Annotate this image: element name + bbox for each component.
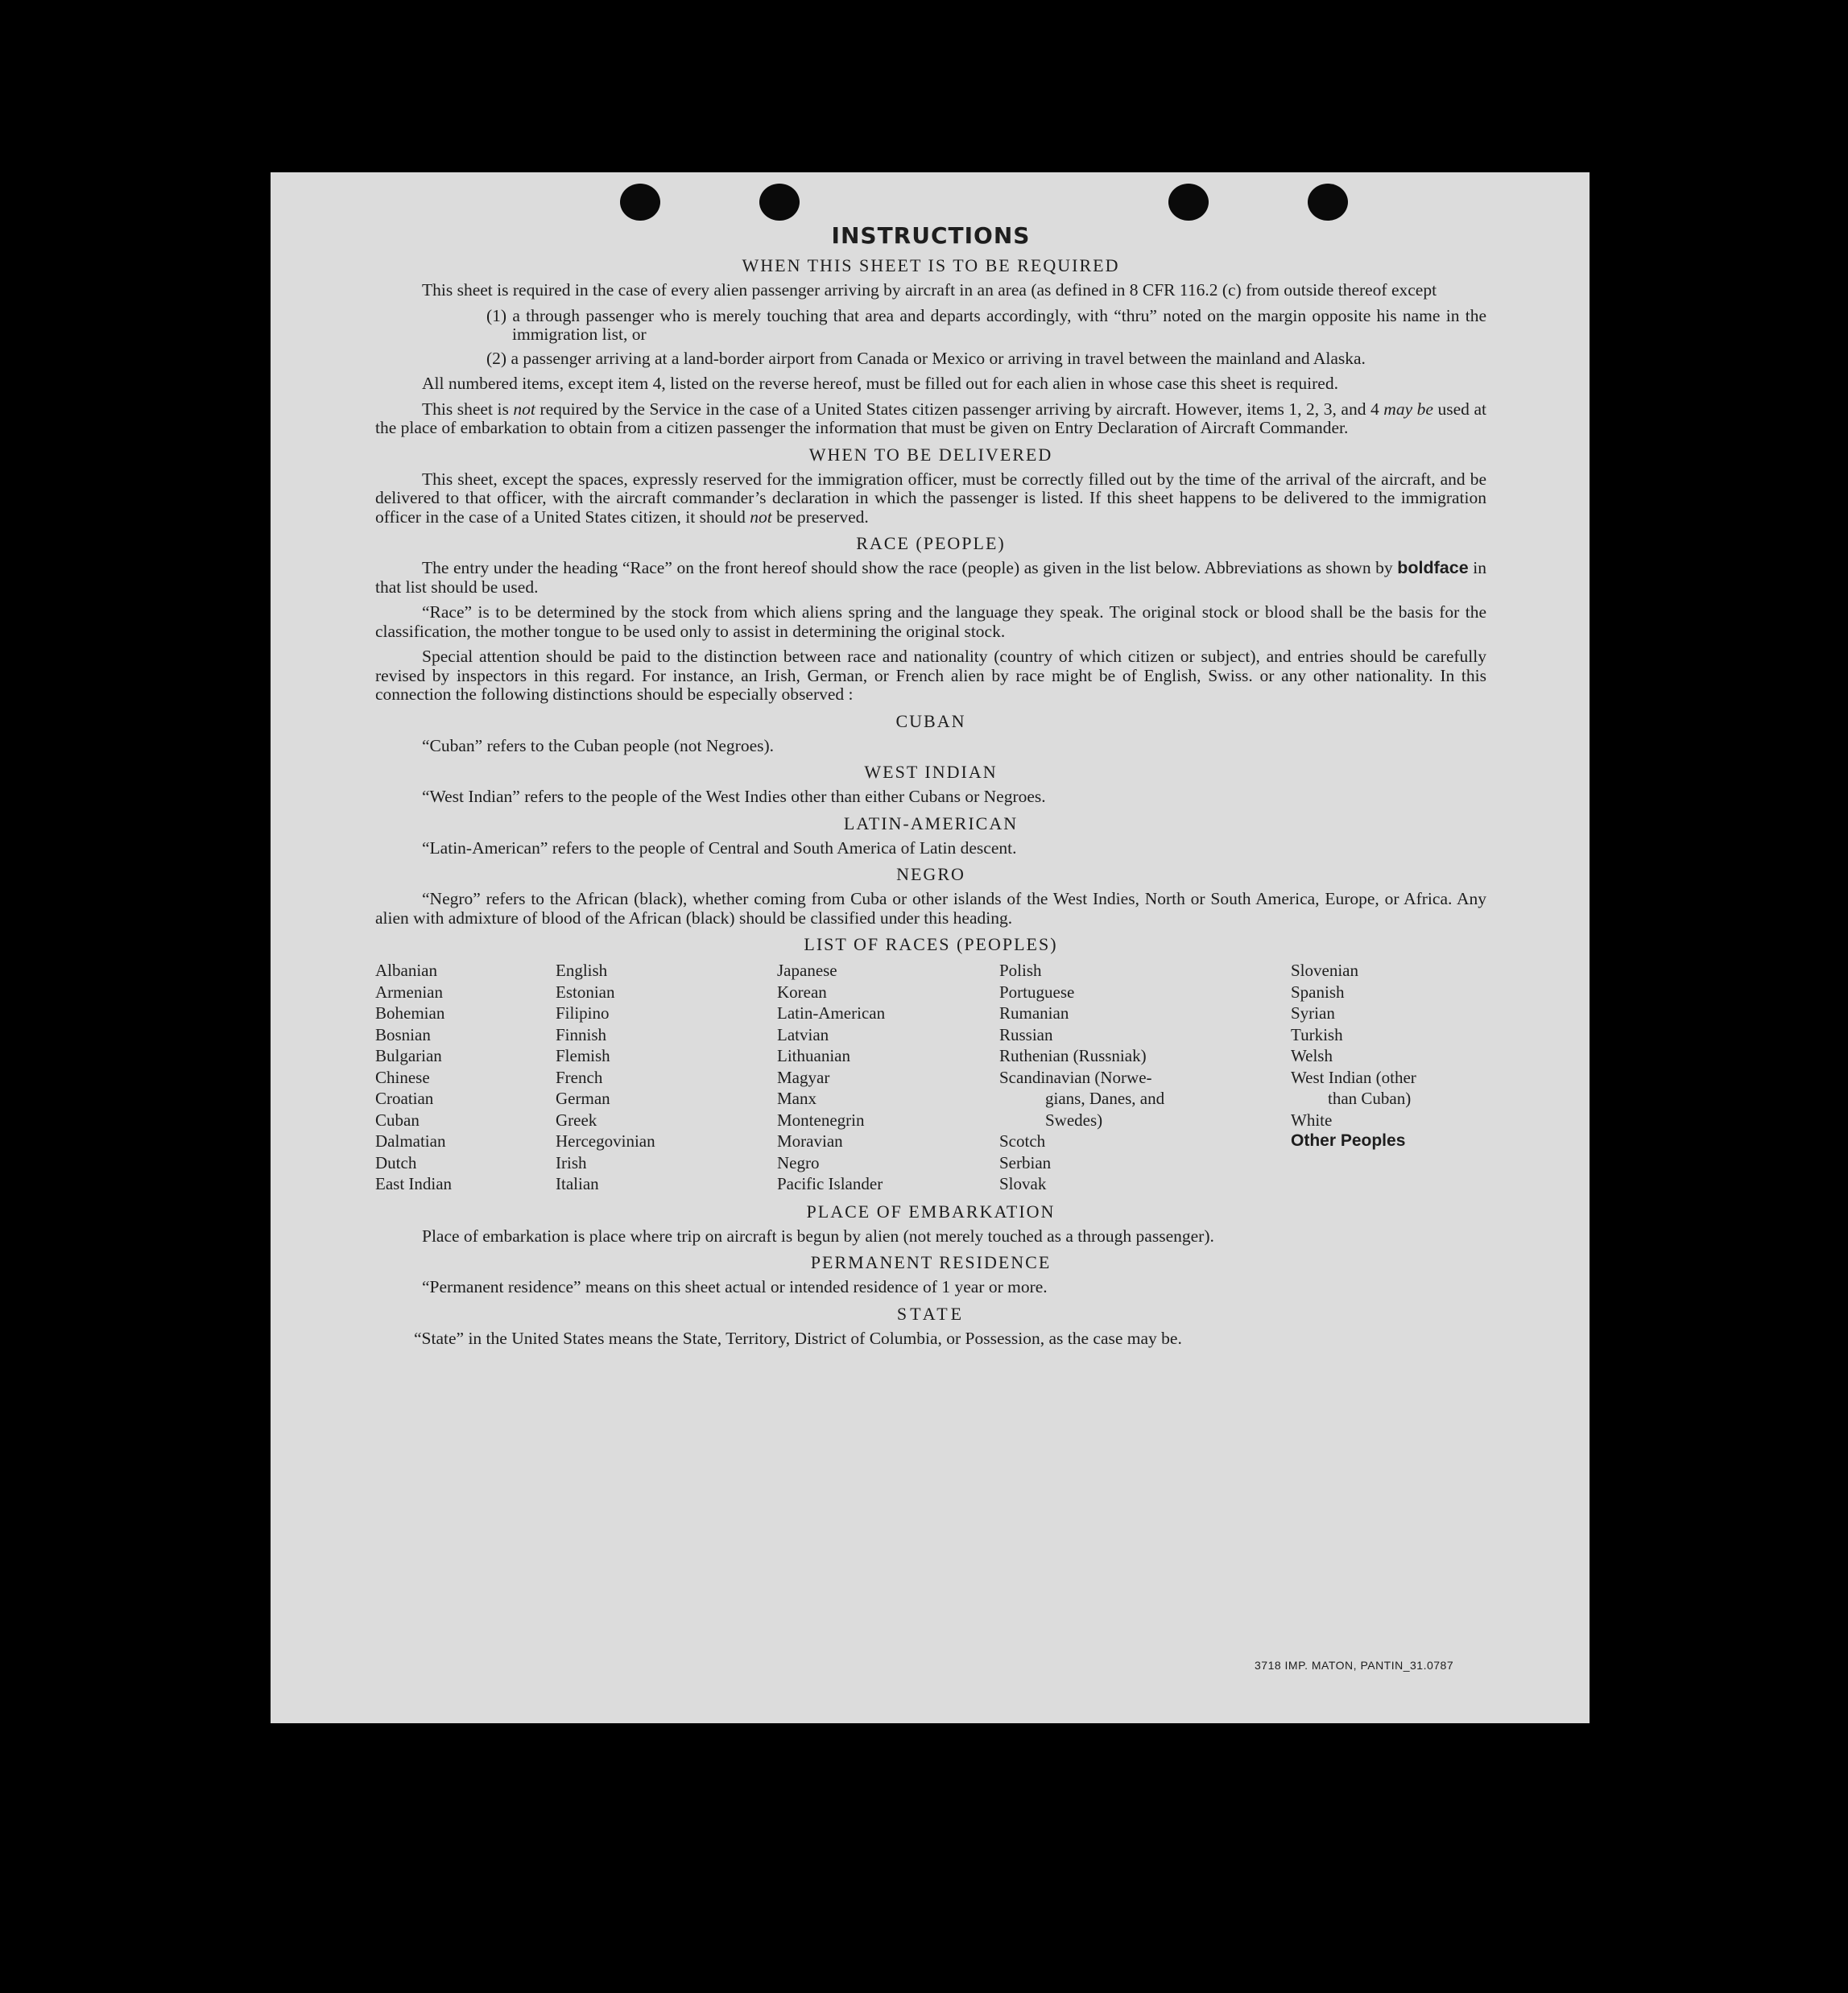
list-item: (2) a passenger arriving at a land-border airport from Canada or Mexico or arriving in travel between the mainland and Alaska. [486, 348, 1366, 368]
paragraph: “Latin-American” refers to the people of Central and South America of Latin descent. [422, 837, 1017, 858]
heading-permanent-residence: PERMANENT RESIDENCE [810, 1252, 1052, 1272]
race-item: Bulgarian [375, 1046, 442, 1065]
races-column [999, 960, 1291, 1195]
race-item: Albanian [375, 961, 437, 980]
paragraph: “Cuban” refers to the Cuban people (not Negroes). [422, 735, 775, 755]
race-item: than Cuban) [1328, 1089, 1412, 1108]
race-item: Negro [777, 1152, 820, 1172]
races-column [777, 960, 999, 1195]
race-item: Scandinavian (Norwe- [999, 1067, 1152, 1087]
race-item: Estonian [556, 982, 615, 1002]
race-item: Scotch [999, 1131, 1046, 1151]
race-item: Magyar [777, 1067, 830, 1087]
race-item: Chinese [375, 1067, 430, 1087]
list-item: (1) a through passenger who is merely touching that area and departs accordingly, with “thru” noted on the margin opposite his name in the immigration list, or [486, 305, 1486, 344]
race-item: Bosnian [375, 1024, 431, 1044]
heading-when-required: WHEN THIS SHEET IS TO BE REQUIRED [742, 255, 1120, 275]
races-list [375, 960, 1486, 1195]
race-item: Montenegrin [777, 1110, 865, 1130]
race-item: Slovak [999, 1174, 1047, 1193]
heading-embarkation: PLACE OF EMBARKATION [806, 1201, 1056, 1222]
punch-hole [620, 184, 660, 221]
heading-negro: NEGRO [896, 864, 965, 884]
punch-hole [1168, 184, 1209, 221]
paragraph: This sheet, except the spaces, expressly reserved for the immigration officer, must be correctly filled out by the time of the arrival of the aircraft, and be delivered to that officer, with the aircraft commander’s declaration in which the passenger is listed. If this sheet happens to be delivered to the immigration officer in the case of a United States citizen, it should not be preserved. [375, 469, 1486, 527]
paragraph: All numbered items, except item 4, listed on the reverse hereof, must be filled out for each alien in whose case this sheet is required. [422, 374, 1338, 393]
race-item: Hercegovinian [556, 1131, 655, 1151]
race-item: Rumanian [999, 1003, 1069, 1023]
race-item: Slovenian [1291, 961, 1358, 980]
race-item: French [556, 1067, 603, 1087]
race-item: Filipino [556, 1003, 610, 1023]
heading-race: RACE (PEOPLE) [856, 533, 1006, 553]
race-item: Croatian [375, 1089, 434, 1108]
page-title: INSTRUCTIONS [831, 222, 1031, 249]
paragraph: This sheet is not required by the Service in the case of a United States citizen passenger arriving by aircraft. However, items 1, 2, 3, and 4 may be used at the place of embarkation to obtain from a citizen passenger the information that must be given on Entry Declaration of Aircraft Commander. [375, 399, 1486, 437]
printer-imprint: 3718 IMP. MATON, PANTIN_31.0787 [1255, 1659, 1454, 1672]
instructions-body [375, 222, 1486, 1348]
race-item: Korean [777, 982, 827, 1002]
paragraph: Special attention should be paid to the distinction between race and nationality (country of which citizen or subject), and entries should be carefully revised by inspectors in this regard. For instance, an Irish, German, or French alien by race might be of English, Swiss. or any other nationality. In this connection the following distinctions should be especially observed : [375, 647, 1486, 704]
race-item: East Indian [375, 1174, 453, 1193]
race-item: Irish [556, 1152, 587, 1172]
punch-hole [1308, 184, 1348, 221]
race-item: Welsh [1291, 1046, 1333, 1065]
race-item: West Indian (other [1291, 1067, 1416, 1087]
race-item: Polish [999, 961, 1042, 980]
heading-state: STATE [896, 1303, 965, 1324]
paragraph: “Permanent residence” means on this sheet actual or intended residence of 1 year or more. [422, 1277, 1048, 1296]
race-item: Cuban [375, 1110, 420, 1130]
race-item: Bohemian [375, 1003, 445, 1023]
race-item: Armenian [375, 982, 443, 1002]
heading-latin-american: LATIN-AMERICAN [843, 812, 1019, 833]
heading-list-of-races: LIST OF RACES (PEOPLES) [804, 934, 1058, 954]
race-item: Swedes) [1045, 1110, 1103, 1130]
paragraph: The entry under the heading “Race” on the front hereof should show the race (people) as given in the list below. Abbreviations as shown by boldface in that list should be used. [375, 558, 1486, 597]
race-item: Pacific Islander [777, 1174, 883, 1193]
race-item: Japanese [777, 961, 837, 980]
race-item: Syrian [1291, 1003, 1335, 1023]
punch-hole [759, 184, 800, 221]
race-item: Latin-American [777, 1003, 886, 1023]
paragraph: This sheet is required in the case of every alien passenger arriving by aircraft in an area (as defined in 8 CFR 116.2 (c) from outside thereof except [422, 280, 1437, 300]
paragraph: Place of embarkation is place where trip on aircraft is begun by alien (not merely touched as a through passenger). [422, 1226, 1214, 1246]
race-item: Other Peoples [1291, 1131, 1406, 1150]
paragraph: “State” in the United States means the State, Territory, District of Columbia, or Possession, as the case may be. [414, 1328, 1182, 1348]
paragraph: “Race” is to be determined by the stock from which aliens spring and the language they speak. The original stock or blood shall be the basis for the classification, the mother tongue to be used only to assist in determining the original stock. [375, 602, 1486, 641]
race-item: Flemish [556, 1046, 610, 1065]
race-item: Spanish [1291, 982, 1345, 1002]
race-item: Portuguese [999, 982, 1075, 1002]
race-item: White [1291, 1110, 1333, 1130]
race-item: Ruthenian (Russniak) [999, 1046, 1147, 1065]
race-item: Russian [999, 1024, 1053, 1044]
race-item: Manx [777, 1089, 817, 1108]
race-item: Dutch [375, 1152, 417, 1172]
race-item: Turkish [1291, 1024, 1343, 1044]
heading-west-indian: WEST INDIAN [864, 762, 998, 782]
race-item: English [556, 961, 608, 980]
race-item: German [556, 1089, 610, 1108]
race-item: Lithuanian [777, 1046, 850, 1065]
heading-when-delivered: WHEN TO BE DELIVERED [808, 444, 1053, 465]
races-column [375, 960, 556, 1195]
paragraph: “West Indian” refers to the people of the West Indies other than either Cubans or Negroes. [422, 787, 1046, 806]
races-column [556, 960, 777, 1195]
race-item: Italian [556, 1174, 599, 1193]
races-column [1291, 960, 1484, 1195]
race-item: Moravian [777, 1131, 843, 1151]
paragraph: “Negro” refers to the African (black), whether coming from Cuba or other islands of the West Indies, North or South America, Europe, or Africa. Any alien with admixture of blood of the African (black) should be classified under this heading. [375, 889, 1486, 928]
race-item: Serbian [999, 1152, 1052, 1172]
race-item: gians, Danes, and [1045, 1089, 1165, 1108]
race-item: Dalmatian [375, 1131, 446, 1151]
race-item: Greek [556, 1110, 597, 1130]
race-item: Latvian [777, 1024, 829, 1044]
heading-cuban: CUBAN [895, 710, 966, 731]
race-item: Finnish [556, 1024, 607, 1044]
